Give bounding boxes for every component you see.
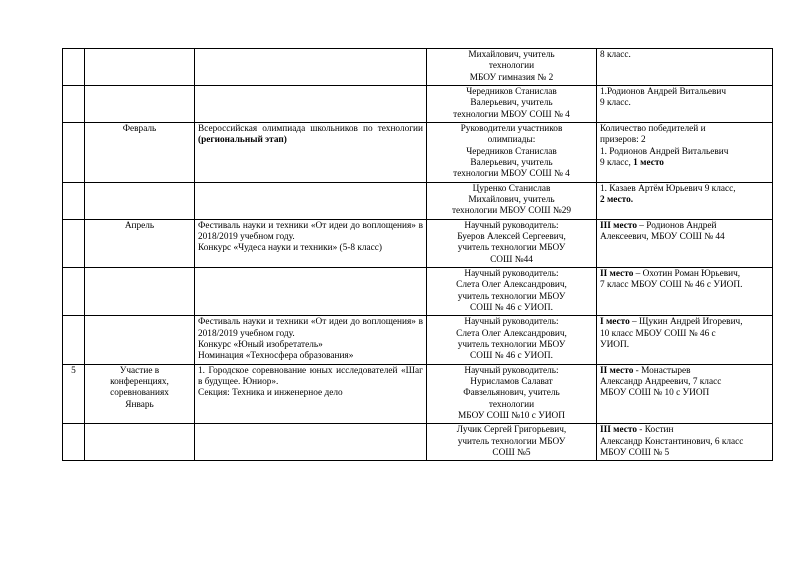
place-badge: I место <box>600 317 630 328</box>
result-cell <box>597 316 773 364</box>
leader-line: технологии <box>488 61 535 72</box>
row-number-cell <box>63 219 85 267</box>
month-label: Февраль <box>122 123 157 134</box>
leader-line: технологии МБОУ СОШ № 4 <box>453 109 570 120</box>
leader-line: учитель технологии МБОУ <box>457 243 566 254</box>
event-stage-emphasis: (региональный этап) <box>198 135 287 146</box>
leader-line: СОШ № 46 с УИОП. <box>470 351 553 362</box>
event-cell <box>195 219 427 267</box>
event-cell <box>195 316 427 364</box>
result-cell <box>597 267 773 315</box>
result-line: II место - Монастырев <box>600 365 691 376</box>
leader-line: Слета Олег Александрович, <box>456 328 567 339</box>
result-line: Александр Константинович, 6 класс <box>600 436 744 447</box>
leader-line: МБОУ СОШ №10 с УИОП <box>458 410 565 421</box>
leader-line: Научный руководитель: <box>464 317 559 328</box>
leader-line: Валерьевич, учитель <box>470 98 553 109</box>
event-text: 1. Городское соревнование юных исследователей «Шаг в будущее. Юниор». <box>198 365 423 387</box>
result-cell <box>597 182 773 219</box>
result-cell <box>597 364 773 424</box>
place-badge: III место <box>600 425 637 436</box>
event-cell <box>195 49 427 86</box>
month-label: Участие в <box>119 365 160 376</box>
leader-line: олимпиады: <box>487 135 536 146</box>
month-label: Апрель <box>124 220 155 231</box>
result-line: III место – Родионов Андрей <box>600 220 717 231</box>
row-number-cell <box>63 364 85 424</box>
event-text: Фестиваль науки и техники «От идеи до воплощения» в 2018/2019 учебном году. <box>198 317 423 339</box>
place-badge: II место <box>600 268 634 279</box>
result-line: II место – Охотин Роман Юрьевич, <box>600 268 741 279</box>
row-number-cell <box>63 49 85 86</box>
result-line: Количество победителей и <box>600 123 706 134</box>
table-row <box>63 182 773 219</box>
result-line: Алексеевич, МБОУ СОШ № 44 <box>600 231 725 242</box>
place-badge: 1 место <box>633 157 664 168</box>
result-line: I место – Щукин Андрей Игоревич, <box>600 317 743 328</box>
result-line: 7 класс МБОУ СОШ № 46 с УИОП. <box>600 280 743 291</box>
leader-line: Научный руководитель: <box>464 220 559 231</box>
leader-line: Буеров Алексей Сергеевич, <box>457 231 566 242</box>
leader-line: Михайлович, учитель <box>468 194 555 205</box>
month-label: соревнованиях <box>110 388 169 399</box>
event-text: Всероссийская олимпиада школьников по технологии <box>198 123 423 134</box>
result-line: 9 класс, 1 место <box>600 157 664 168</box>
table-row <box>63 219 773 267</box>
table-row <box>63 316 773 364</box>
result-line: 10 класс МБОУ СОШ № 46 с <box>600 328 716 339</box>
leader-line: учитель технологии МБОУ <box>457 291 566 302</box>
row-number-cell <box>63 182 85 219</box>
result-line: УИОП. <box>600 339 630 350</box>
event-subtext: Конкурс «Чудеса науки и техники» (5-8 класс) <box>198 243 382 254</box>
result-line: 8 класс. <box>600 50 631 60</box>
result-cell <box>597 424 773 461</box>
result-cell <box>597 49 773 86</box>
result-line: 1. Родионов Андрей Витальевич <box>600 146 729 157</box>
leader-line: Научный руководитель: <box>464 268 559 279</box>
event-cell <box>195 424 427 461</box>
leader-cell <box>427 85 597 122</box>
event-cell <box>195 182 427 219</box>
month-cell <box>85 49 195 86</box>
month-cell <box>85 122 195 182</box>
month-cell <box>85 85 195 122</box>
leader-line: Валерьевич, учитель <box>470 157 553 168</box>
leader-line: МБОУ гимназия № 2 <box>469 72 554 83</box>
leader-line: технологии МБОУ СОШ № 4 <box>453 169 570 180</box>
result-cell <box>597 122 773 182</box>
row-number: 5 <box>71 365 76 376</box>
result-cell <box>597 85 773 122</box>
leader-line: Цуренко Станислав <box>472 183 551 194</box>
leader-cell <box>427 267 597 315</box>
result-line: 1.Родионов Андрей Витальевич <box>600 86 727 97</box>
leader-line: Чередников Станислав <box>466 146 557 157</box>
event-text: Фестиваль науки и техники «От идеи до воплощения» в 2018/2019 учебном году. <box>198 220 423 242</box>
activities-table <box>62 48 773 461</box>
place-badge: 2 место. <box>600 194 634 205</box>
leader-cell <box>427 316 597 364</box>
event-subtext: Конкурс «Юный изобретатель» <box>198 339 323 350</box>
leader-cell <box>427 49 597 86</box>
event-cell <box>195 364 427 424</box>
leader-line: Михайлович, учитель <box>468 50 555 60</box>
leader-line: Чередников Станислав <box>466 86 557 97</box>
table-row <box>63 85 773 122</box>
leader-line: технологии <box>488 399 535 410</box>
event-nomination: Номинация «Техносфера образования» <box>198 351 354 362</box>
leader-line: Руководители участников <box>460 123 563 134</box>
result-cell <box>597 219 773 267</box>
result-line: III место - Костин <box>600 425 674 436</box>
month-cell <box>85 267 195 315</box>
table-row <box>63 122 773 182</box>
row-number-cell <box>63 85 85 122</box>
leader-cell <box>427 424 597 461</box>
event-cell <box>195 267 427 315</box>
table-row <box>63 49 773 86</box>
table-row <box>63 364 773 424</box>
table-row <box>63 424 773 461</box>
row-number-cell <box>63 316 85 364</box>
result-line: 9 класс. <box>600 98 631 109</box>
table-row <box>63 267 773 315</box>
row-number-cell <box>63 267 85 315</box>
month-cell <box>85 316 195 364</box>
month-label: Январь <box>125 399 154 410</box>
leader-line: учитель технологии МБОУ <box>457 339 566 350</box>
month-cell <box>85 424 195 461</box>
leader-line: Лучик Сергей Григорьевич, <box>456 425 567 436</box>
month-cell <box>85 364 195 424</box>
leader-line: Слета Олег Александрович, <box>456 280 567 291</box>
month-cell <box>85 182 195 219</box>
leader-cell <box>427 219 597 267</box>
event-cell <box>195 122 427 182</box>
leader-line: технологии МБОУ СОШ №29 <box>451 206 572 217</box>
leader-line: Фавзельянович, учитель <box>463 388 560 399</box>
leader-line: СОШ №44 <box>490 254 533 265</box>
leader-cell <box>427 364 597 424</box>
leader-line: Нурисламов Салават <box>470 376 553 387</box>
result-line: Александр Андреевич, 7 класс <box>600 376 722 387</box>
result-line: 1. Казаев Артём Юрьевич 9 класс, <box>600 183 736 194</box>
result-line: МБОУ СОШ № 10 с УИОП <box>600 388 710 399</box>
event-cell <box>195 85 427 122</box>
leader-line: СОШ №5 <box>492 447 531 458</box>
leader-line: СОШ № 46 с УИОП. <box>470 302 553 313</box>
leader-cell <box>427 122 597 182</box>
event-section: Секция: Техника и инженерное дело <box>198 388 343 399</box>
leader-line: учитель технологии МБОУ <box>457 436 566 447</box>
month-label: конференциях, <box>110 376 169 387</box>
row-number-cell <box>63 122 85 182</box>
result-line: МБОУ СОШ № 5 <box>600 447 670 458</box>
leader-line: Научный руководитель: <box>464 365 559 376</box>
row-number-cell <box>63 424 85 461</box>
leader-cell <box>427 182 597 219</box>
place-badge: II место <box>600 365 634 376</box>
month-cell <box>85 219 195 267</box>
place-badge: III место <box>600 220 637 231</box>
result-line: призеров: 2 <box>600 135 646 146</box>
